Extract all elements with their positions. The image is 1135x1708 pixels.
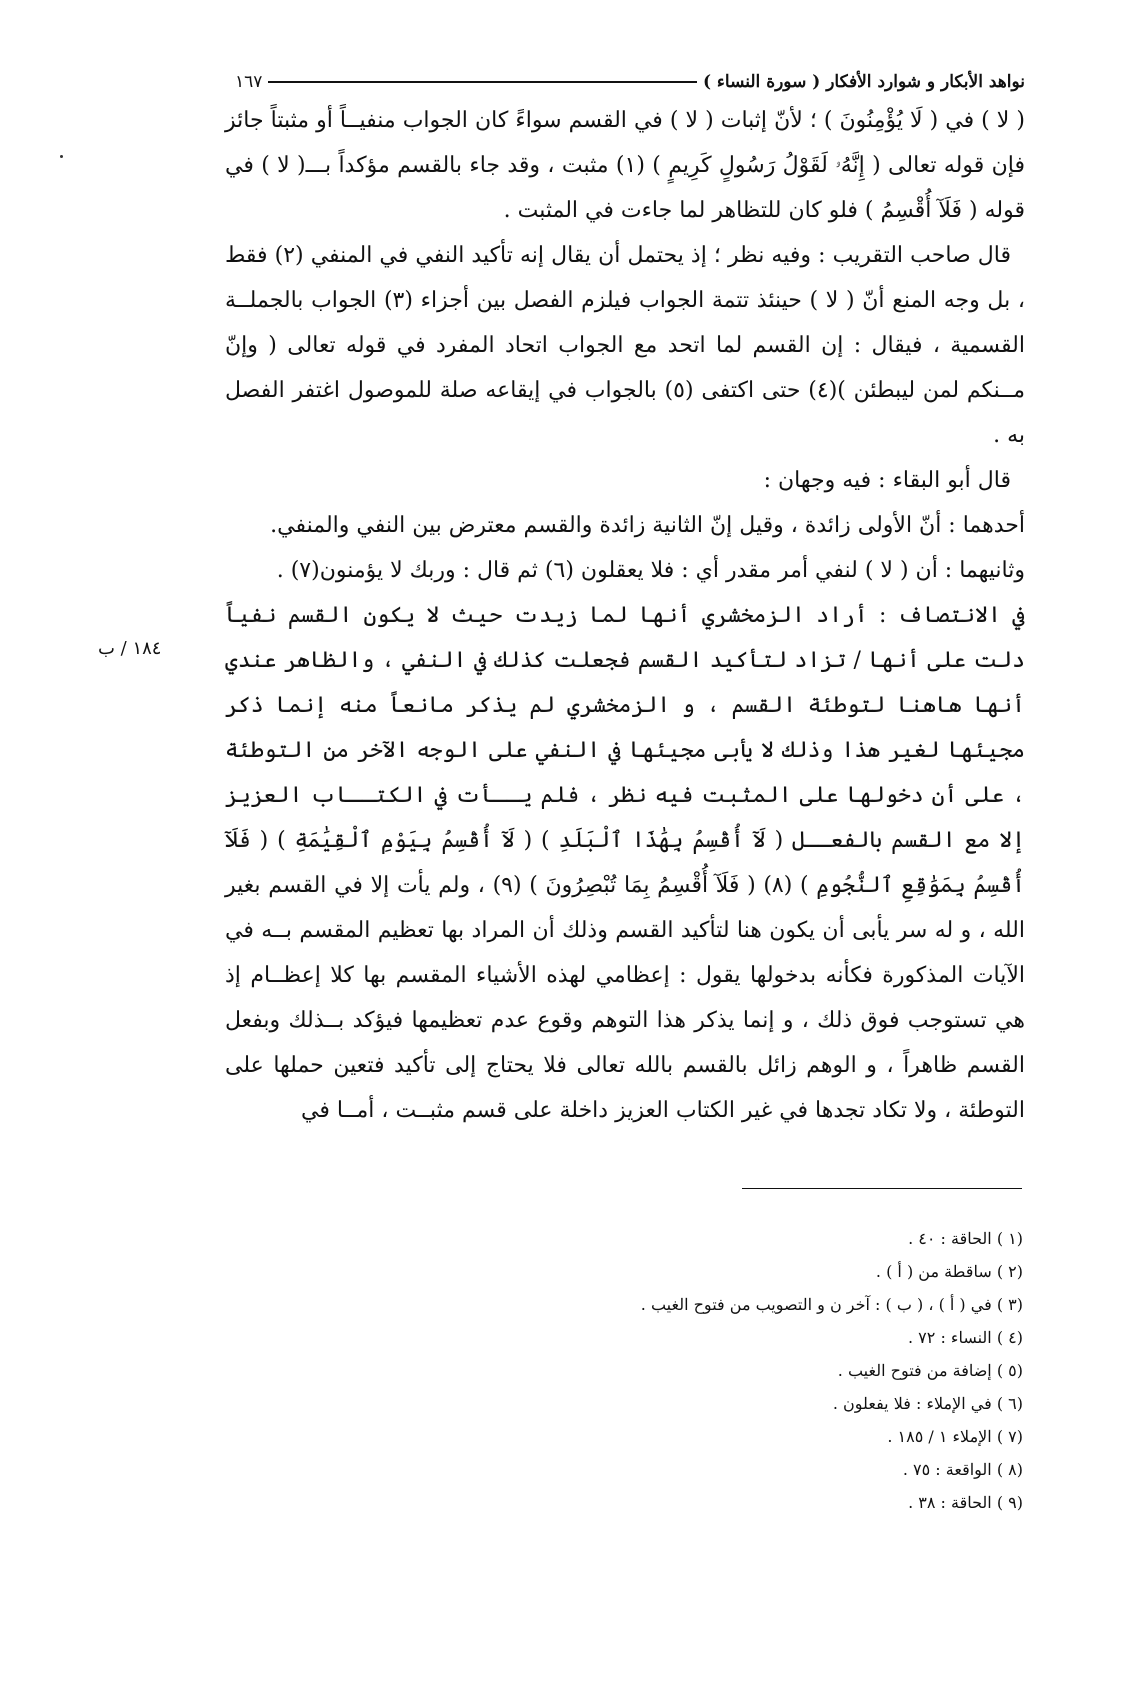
footnote: (٩ ) الحاقة : ٣٨ . xyxy=(908,1493,1023,1512)
header-rule xyxy=(268,81,697,83)
footnote: (٥ ) إضافة من فتوح الغيب . xyxy=(837,1361,1023,1380)
footnote: (٦ ) في الإملاء : فلا يفعلون . xyxy=(832,1394,1023,1413)
paragraph: قال صاحب التقريب : وفيه نظر ؛ إذ يحتمل أن يقال إنه تأكيد النفي في المنفي (٢) فقط ، بل وجه المنع أنّ ( لا ) حينئذ تتمة الجواب فيلزم الفصل بين أجزاء (٣) الجواب بالجملــة القسمية ، فيقال : إن القسم لما اتحد مع الجواب اتحاد المفرد في قوله تعالى ( وإنّ مــنكم لمن ليبطئن )(٤) حتى اكتفى (٥) بالجواب في إيقاعه صلة للموصول اغتفر الفصل به . xyxy=(225,243,1025,448)
paragraph: أحدهما : أنّ الأولى زائدة ، وقيل إنّ الثانية زائدة والقسم معترض بين النفي والمنفي. xyxy=(270,513,1025,538)
footnote: (٨ ) الواقعة : ٧٥ . xyxy=(902,1460,1023,1479)
footnote: (٤ ) النساء : ٧٢ . xyxy=(908,1328,1023,1347)
footnote: (١ ) الحاقة : ٤٠ . xyxy=(908,1229,1023,1248)
header-title: نواهد الأبكار و شوارد الأفكار ( سورة النساء ) xyxy=(702,72,1025,92)
manuscript-folio-marker: ١٨٤ / ب xyxy=(98,638,162,659)
paragraph: قال أبو البقاء : فيه وجهان : xyxy=(763,468,1011,493)
main-text xyxy=(225,98,1025,1133)
footnotes xyxy=(420,1222,1023,1519)
paragraph: ( لا ) في ( لَا يُؤْمِنُونَ ) ؛ لأنّ إثبات ( لا ) في القسم سواءً كان الجواب منفيــاً أو مثبتاً جائز فإن قوله تعالى ( إِنَّهُۥ لَقَوْلُ رَسُولٍ كَرِيمٍ ) (١) مثبت ، وقد جاء بالقسم مؤكداً بـــ( لا ) في قوله ( فَلَآ أُقْسِمُ ) فلو كان للتظاهر لما جاءت في المثبت . xyxy=(225,108,1025,223)
scan-speck xyxy=(60,155,63,158)
paragraph: وثانيهما : أن ( لا ) لنفي أمر مقدر أي : فلا يعقلون (٦) ثم قال : وربك لا يؤمنون(٧) . xyxy=(276,558,1025,583)
page-number: ١٦٧ xyxy=(235,72,263,92)
footnote-separator xyxy=(742,1188,1022,1189)
footnote: (٣ ) في ( أ ) ، ( ب ) : آخر ن و التصويب من فتوح الغيب . xyxy=(640,1295,1023,1314)
footnote: (٧ ) الإملاء ١ / ١٨٥ . xyxy=(887,1427,1023,1446)
paragraph: في الانتصاف : أراد الزمخشري أنها لما زيدت حيث لا يكون القسم نفياً دلت على أنها / تزاد لتأكيد القسم فجعلت كذلك في النفي ، والظاهر عندي أنها هاهنا لتوطئة القسم ، و الزمخشري لم يذكر مانعاً منه إنما ذكر مجيئها لغير هذا وذلك لا يأبى مجيئها في النفي على الوجه الآخر من التوطئة ، على أن دخولها على المثبت فيه نظر ، فلم يــأت في الكتــاب العزيز إلا مع القسم بالفعــل ( لَآ أُقْسِمُ بِهَٰذَا ٱلْبَلَدِ ) ( لَآ أُقْسِمُ بِيَوْمِ ٱلْقِيَٰمَةِ ) ( فَلَآ أُقْسِمُ بِمَوَٰقِعِ ٱلنُّجُومِ ) (٨) ( فَلَآ أُقْسِمُ بِمَا تُبْصِرُونَ ) (٩) ، ولم يأت إلا في القسم بغير الله ، و له سر يأبى أن يكون هنا لتأكيد القسم وذلك أن المراد بها تعظيم المقسم بــه في الآيات المذكورة فكأنه بدخولها يقول : إعظامي لهذه الأشياء المقسم بها كلا إعظــام إذ هي تستوجب فوق ذلك ، و إنما يذكر هذا التوهم وقوع عدم تعظيمها فيؤكد بــذلك وبفعل القسم ظاهراً ، و الوهم زائل بالقسم بالله تعالى فلا يحتاج إلى تأكيد فتعين حملها على التوطئة ، ولا تكاد تجدها في غير الكتاب العزيز داخلة على قسم مثبــت ، أمــا في xyxy=(225,603,1025,1123)
footnote: (٢ ) ساقطة من ( أ ) . xyxy=(875,1262,1023,1281)
running-header xyxy=(235,62,1025,92)
